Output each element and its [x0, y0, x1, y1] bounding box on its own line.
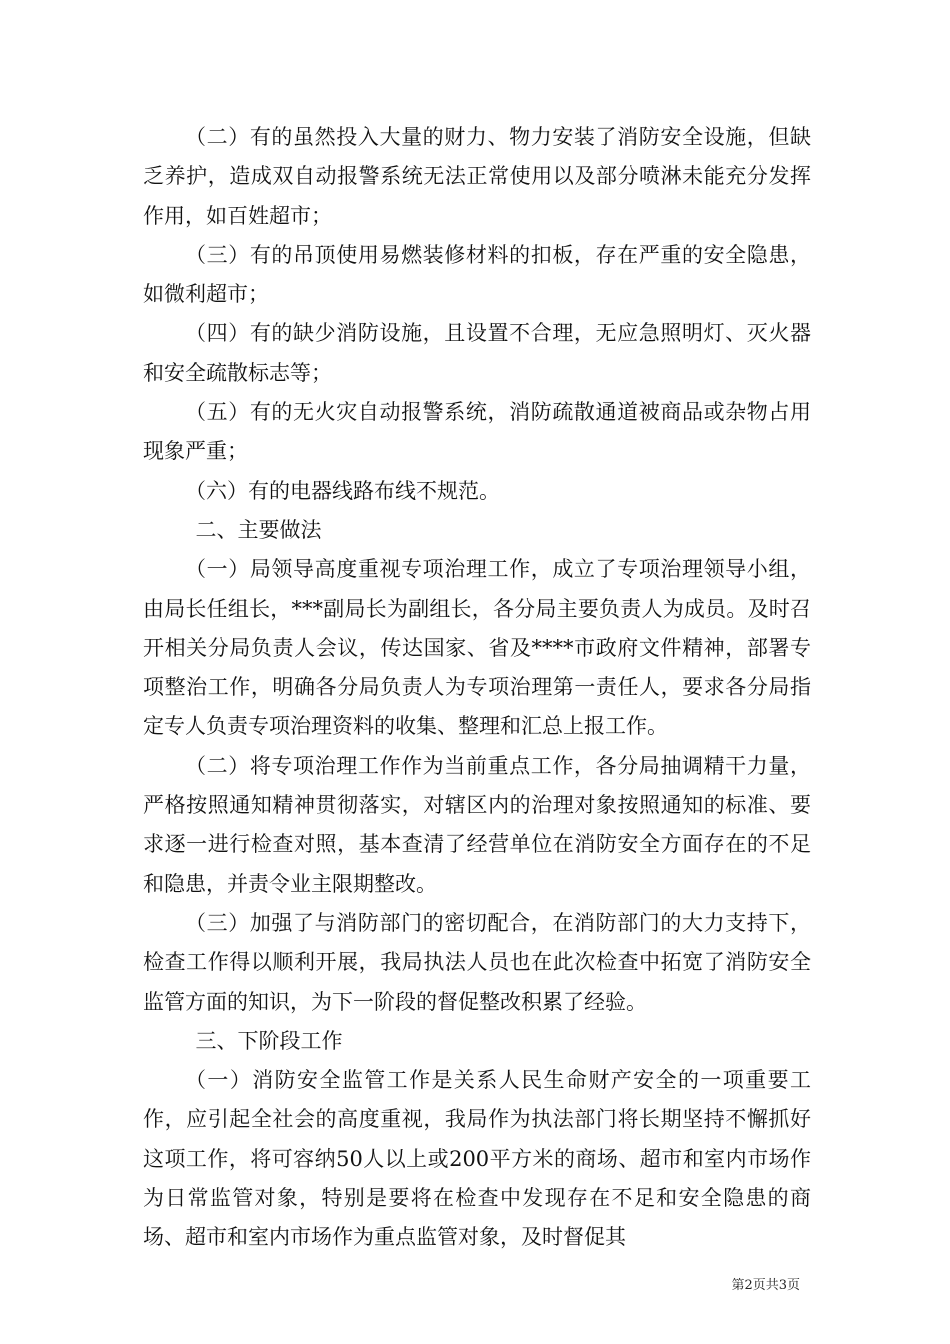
page-number: 第2页共3页 [731, 1278, 800, 1293]
paragraph: （一）消防安全监管工作是关系人民生命财产安全的一项重要工作，应引起全社会的高度重视，我局作为执法部门将长期坚持不懈抓好这项工作，将可容纳50人以上或200平方米的商场、超市和室内市场作为日常监管对象，特别是要将在检查中发现存在不足和安全隐患的商场、超市和室内市场作为重点监管对象，及时督促其 [143, 1068, 811, 1250]
document-body [143, 118, 811, 1258]
paragraph: （四）有的缺少消防设施，且设置不合理，无应急照明灯、灭火器和安全疏散标志等； [143, 321, 811, 385]
paragraph: （二）将专项治理工作作为当前重点工作，各分局抽调精干力量，严格按照通知精神贯彻落实，对辖区内的治理对象按照通知的标准、要求逐一进行检查对照，基本查清了经营单位在消防安全方面存在的不足和隐患，并责令业主限期整改。 [143, 753, 811, 896]
paragraph: （三）有的吊顶使用易燃装修材料的扣板，存在严重的安全隐患，如微利超市； [143, 242, 811, 307]
section-heading-main-practices: 二、主要做法 [195, 517, 322, 542]
paragraph: （一）局领导高度重视专项治理工作，成立了专项治理领导小组，由局长任组长，***副局长为副组长，各分局主要负责人为成员。及时召开相关分局负责人会议，传达国家、省及****市政府文件精神，部署专项整治工作，明确各分局负责人为专项治理第一责任人，要求各分局指定专人负责专项治理资料的收集、整理和汇总上报工作。 [143, 557, 811, 739]
paragraph: （三）加强了与消防部门的密切配合，在消防部门的大力支持下，检查工作得以顺利开展，我局执法人员也在此次检查中拓宽了消防安全监管方面的知识，为下一阶段的督促整改积累了经验。 [143, 910, 811, 1014]
paragraph: （六）有的电器线路布线不规范。 [185, 478, 500, 503]
paragraph: （五）有的无火灾自动报警系统，消防疏散通道被商品或杂物占用现象严重； [143, 400, 811, 464]
paragraph: （二）有的虽然投入大量的财力、物力安装了消防安全设施，但缺乏养护，造成双自动报警系统无法正常使用以及部分喷淋未能充分发挥作用，如百姓超市； [143, 125, 811, 228]
section-heading-next-stage: 三、下阶段工作 [195, 1028, 343, 1053]
